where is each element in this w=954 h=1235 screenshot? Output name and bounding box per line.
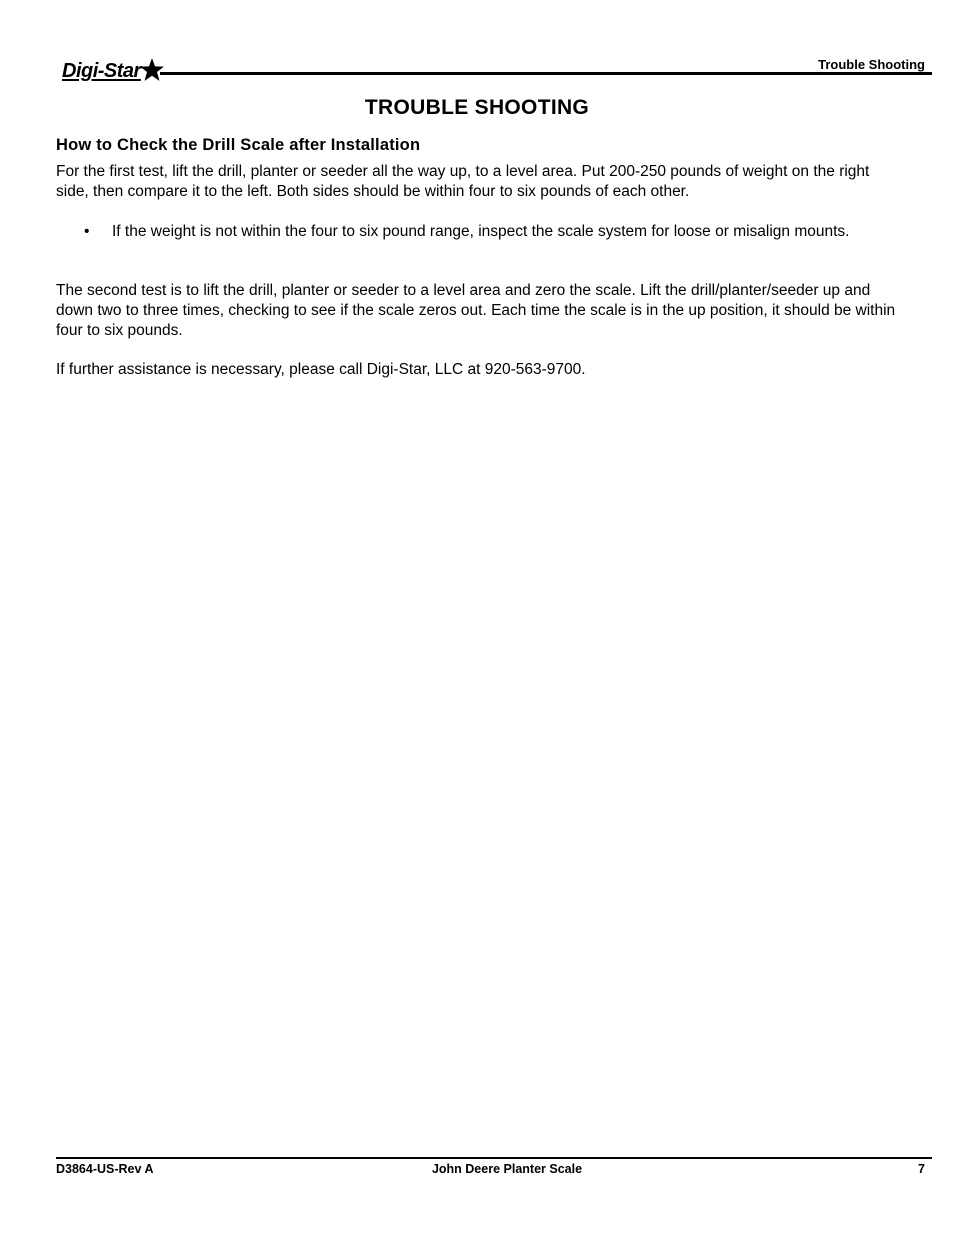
- paragraph-first-test: For the first test, lift the drill, planter or seeder all the way up, to a level area. Put 200-250 pounds of weight on the right side, then compare it to the left. Both sides should be within four to six pounds of each other.: [56, 163, 870, 200]
- header-rule: [160, 72, 932, 75]
- logo-text: Digi-Star: [62, 60, 141, 82]
- footer-page-number: 7: [918, 1162, 925, 1176]
- footer-rule: [56, 1157, 932, 1159]
- list-item: If the weight is not within the four to six pound range, inspect the scale system for loose or misalign mounts.: [112, 223, 850, 240]
- bullet-list: [56, 222, 901, 242]
- header-section-title: Trouble Shooting: [818, 57, 925, 72]
- footer-doc-id: D3864-US-Rev A: [56, 1162, 154, 1176]
- paragraph-second-test: The second test is to lift the drill, planter or seeder to a level area and zero the scale. Lift the drill/planter/seeder up and down two to three times, checking to see if the scale zeros out. Each time the scale is in the up position, it should be within four to six pounds.: [56, 282, 896, 339]
- star-icon: [139, 57, 165, 83]
- bullet-icon: •: [84, 223, 90, 240]
- footer-product-name: John Deere Planter Scale: [431, 1162, 583, 1176]
- page-title: TROUBLE SHOOTING: [364, 96, 590, 119]
- section-subheading: How to Check the Drill Scale after Installation: [56, 136, 421, 154]
- digi-star-logo: [62, 53, 165, 81]
- paragraph-assistance: If further assistance is necessary, please call Digi-Star, LLC at 920-563-9700.: [56, 361, 586, 378]
